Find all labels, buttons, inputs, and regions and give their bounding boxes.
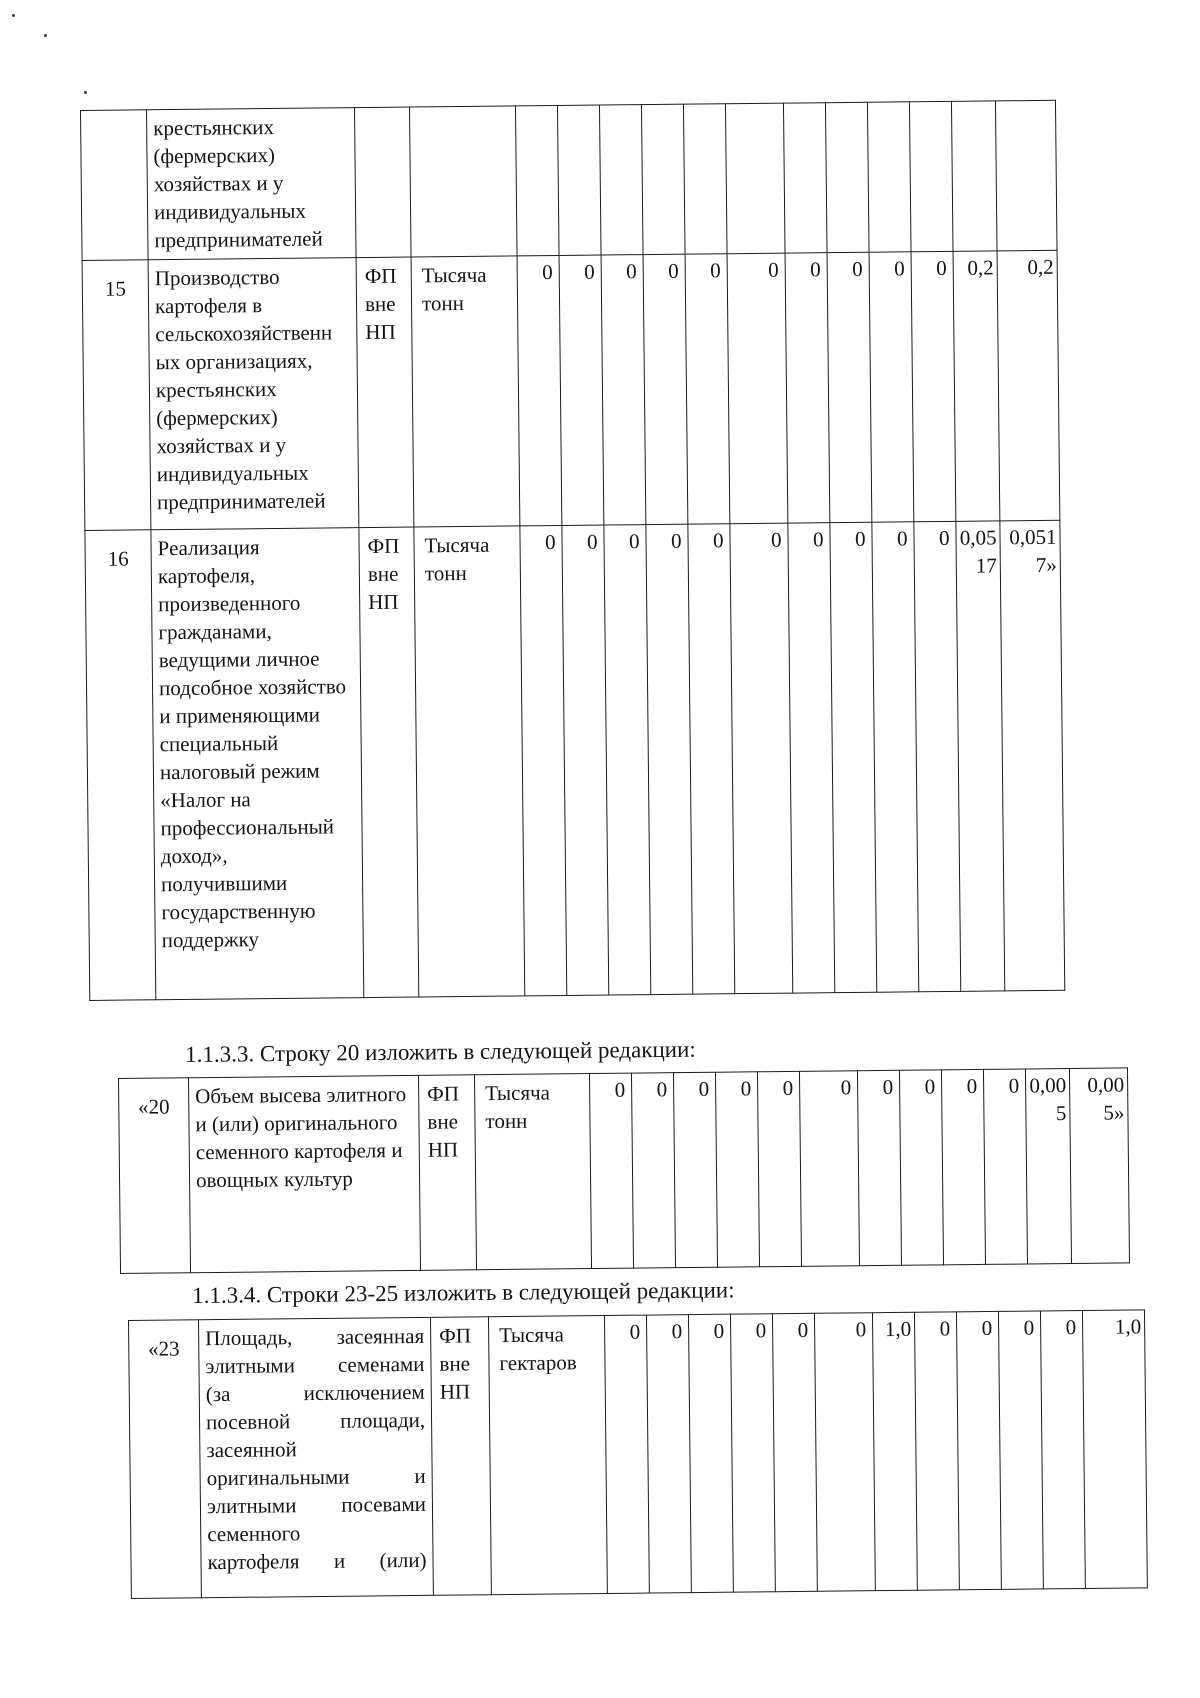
value-cell: 0 xyxy=(730,1314,775,1592)
indicators-table-row-20 xyxy=(118,1067,1130,1274)
value-cell: 0,0517 xyxy=(956,521,1005,991)
row-number-cell: 16 xyxy=(85,530,156,1001)
indicator-name-line: посевной площади, xyxy=(205,1407,426,1435)
value-cell: 0 xyxy=(857,1070,901,1265)
value-cell: 0 xyxy=(517,255,562,525)
source-cell: ФП вне НП xyxy=(356,257,414,528)
value-cell: 0 xyxy=(899,1070,943,1265)
value-cell: 0,0517» xyxy=(1000,520,1065,991)
value-cell: 1,0 xyxy=(872,1312,917,1590)
indicator-name-cell: крестьянских (фермерских) хозяйствах и у индивидуальных предпринимателей xyxy=(147,108,357,260)
value-cell: 0 xyxy=(814,1313,875,1592)
section-heading-1-1-3-4: 1.1.3.4. Строки 23-25 изложить в следующей редакции: xyxy=(192,1277,735,1308)
value-cell: 0 xyxy=(757,1071,801,1266)
indicator-name-line: засеянной xyxy=(206,1437,297,1463)
row-number-cell: «23 xyxy=(129,1320,202,1599)
value-cell: 0,005» xyxy=(1069,1068,1129,1264)
row-number-cell xyxy=(81,110,149,261)
value-cell: 0 xyxy=(601,255,646,525)
value-cell: 0,005 xyxy=(1025,1069,1071,1264)
indicator-name-line: Площадь, засеянная xyxy=(205,1323,425,1351)
unit-cell: Тысяча тонн xyxy=(411,256,520,527)
value-cell: 0 xyxy=(983,1069,1027,1264)
value-cell: 0 xyxy=(685,254,730,524)
table-row-20 xyxy=(119,1068,1130,1274)
value-cell: 0 xyxy=(1040,1311,1085,1589)
value-cell: 0 xyxy=(730,523,793,994)
indicator-name-cell: Реализация картофеля, произведенного гражданами, ведущими личное подсобное хозяйство и применяющими специальный налоговый режим «Налог на профессиональный доход», получившими государственную поддержку xyxy=(151,528,364,1000)
value-cell: 0 xyxy=(589,1073,633,1268)
table-row-continuation xyxy=(81,100,1058,260)
value-cell: 0 xyxy=(914,1312,959,1590)
table-row-15 xyxy=(82,250,1060,530)
value-cell: 0,2 xyxy=(997,250,1060,521)
value-cell: 0 xyxy=(646,1315,691,1593)
indicator-name-cell: Производство картофеля в сельскохозяйственн ых организациях, крестьянских (фермерских) хозяйствах и у индивидуальных предпринимателей xyxy=(148,258,359,530)
value-cell: 0 xyxy=(604,1315,649,1593)
indicator-name-cell: Объем высева элитного и (или) оригинального семенного картофеля и овощных культур xyxy=(189,1075,421,1272)
indicators-table-row-23 xyxy=(128,1309,1148,1599)
indicator-name-line: картофеля и (или) xyxy=(207,1547,427,1575)
value-cell: 0 xyxy=(727,253,788,524)
value-cell: 0 xyxy=(688,1314,733,1592)
value-cell: 0 xyxy=(646,524,693,994)
value-cell: 0 xyxy=(956,1311,1001,1589)
value-cell: 0 xyxy=(688,524,735,994)
table-row-16 xyxy=(85,520,1065,1000)
row-number-cell: 15 xyxy=(82,260,151,531)
indicator-name-line: (за исключением xyxy=(205,1379,425,1407)
value-cell: 0 xyxy=(715,1072,759,1267)
value-cell: 0 xyxy=(562,525,609,995)
value-cell: 0 xyxy=(830,522,877,992)
indicator-name-line: семенного xyxy=(207,1521,301,1547)
value-cell: 0 xyxy=(772,1313,817,1591)
scan-speck xyxy=(84,91,87,94)
value-cell: 0 xyxy=(872,522,919,992)
indicator-name-line: оригинальными и xyxy=(206,1463,426,1491)
value-cell: 0 xyxy=(604,525,651,995)
value-cell: 0 xyxy=(941,1069,985,1264)
scan-speck xyxy=(44,34,47,37)
value-cell: 0 xyxy=(559,255,604,525)
indicator-name-line: элитными семенами xyxy=(205,1351,425,1379)
scan-speck xyxy=(12,14,15,17)
value-cell: 0 xyxy=(643,254,688,524)
unit-cell: Тысяча тонн xyxy=(414,526,525,997)
unit-cell: Тысяча гектаров xyxy=(488,1316,607,1595)
source-cell: ФП вне НП xyxy=(430,1317,491,1596)
value-cell: 0 xyxy=(911,251,956,521)
value-cell: 0 xyxy=(799,1071,859,1267)
indicators-table-top xyxy=(80,100,1065,1001)
value-cell: 0 xyxy=(788,523,835,993)
row-number-cell: «20 xyxy=(119,1078,191,1274)
table-row-23 xyxy=(129,1310,1148,1599)
unit-cell: Тысяча тонн xyxy=(474,1074,591,1270)
value-cell: 0 xyxy=(785,253,830,523)
indicator-name-line: элитными посевами xyxy=(206,1491,427,1519)
source-cell: ФП вне НП xyxy=(418,1075,476,1271)
indicator-name-cell xyxy=(199,1317,434,1597)
value-cell: 0 xyxy=(631,1073,675,1268)
value-cell: 1,0 xyxy=(1082,1310,1147,1589)
value-cell: 0 xyxy=(827,252,872,522)
value-cell: 0 xyxy=(520,525,567,995)
source-cell: ФП вне НП xyxy=(359,527,419,998)
value-cell: 0 xyxy=(869,252,914,522)
value-cell: 0,2 xyxy=(953,251,1000,521)
section-heading-1-1-3-3: 1.1.3.3. Строку 20 изложить в следующей редакции: xyxy=(185,1036,696,1067)
value-cell: 0 xyxy=(673,1072,717,1267)
value-cell: 0 xyxy=(914,521,961,991)
value-cell: 0 xyxy=(998,1311,1043,1589)
